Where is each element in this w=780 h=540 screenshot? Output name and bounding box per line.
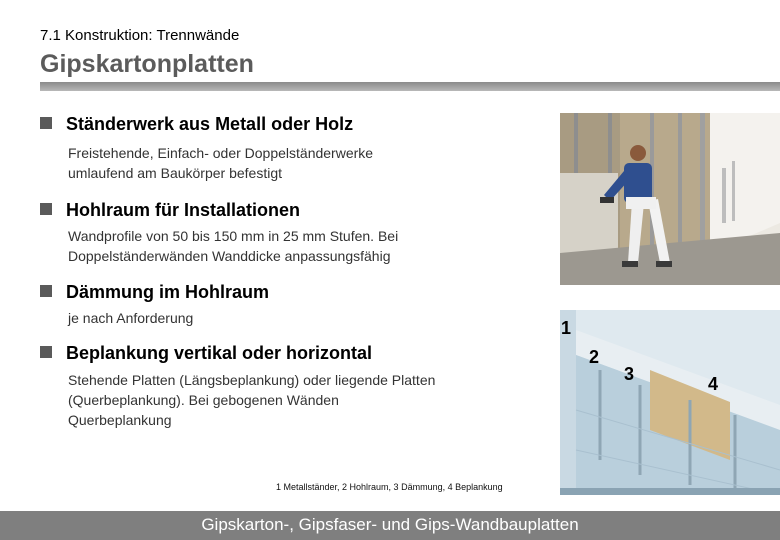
square-bullet-icon bbox=[40, 203, 52, 215]
bullet-text-daemmung: je nach Anforderung bbox=[68, 310, 194, 326]
square-bullet-icon bbox=[40, 285, 52, 297]
slide-subtitle: 7.1 Konstruktion: Trennwände bbox=[40, 27, 240, 44]
bullet-heading-staenderwerk: Ständerwerk aus Metall oder Holz bbox=[40, 114, 353, 135]
bullet-text-hohlraum: Wandprofile von 50 bis 150 mm in 25 mm Stufen. Bei Doppelständerwänden Wanddicke anpassungsfähig bbox=[68, 228, 399, 264]
slide-footer: Gipskarton-, Gipsfaser- und Gips-Wandbauplatten bbox=[0, 511, 780, 540]
bullet-heading-beplankung: Beplankung vertikal oder horizontal bbox=[40, 343, 372, 364]
bullet-text-beplankung: Stehende Platten (Längsbeplankung) oder liegende Platten (Querbeplankung). Bei gebogenen Wänden Querbeplankung bbox=[68, 372, 436, 428]
diagram-label-1: 1 bbox=[561, 318, 572, 338]
diagram-label-2: 2 bbox=[589, 347, 600, 367]
title-divider bbox=[40, 82, 780, 91]
construction-photo bbox=[560, 113, 780, 285]
slide-title: Gipskartonplatten bbox=[40, 50, 254, 78]
bullet-heading-hohlraum: Hohlraum für Installationen bbox=[40, 200, 300, 221]
diagram-caption: 1 Metallständer, 2 Hohlraum, 3 Dämmung, 4 Beplankung bbox=[276, 482, 503, 492]
square-bullet-icon bbox=[40, 117, 52, 129]
wall-construction-diagram bbox=[560, 310, 780, 495]
diagram-label-4: 4 bbox=[708, 374, 719, 394]
bullet-text-staenderwerk: Freistehende, Einfach- oder Doppelständerwerke umlaufend am Baukörper befestigt bbox=[68, 145, 374, 181]
diagram-label-3: 3 bbox=[624, 364, 635, 384]
square-bullet-icon bbox=[40, 346, 52, 358]
bullet-heading-daemmung: Dämmung im Hohlraum bbox=[40, 282, 269, 303]
